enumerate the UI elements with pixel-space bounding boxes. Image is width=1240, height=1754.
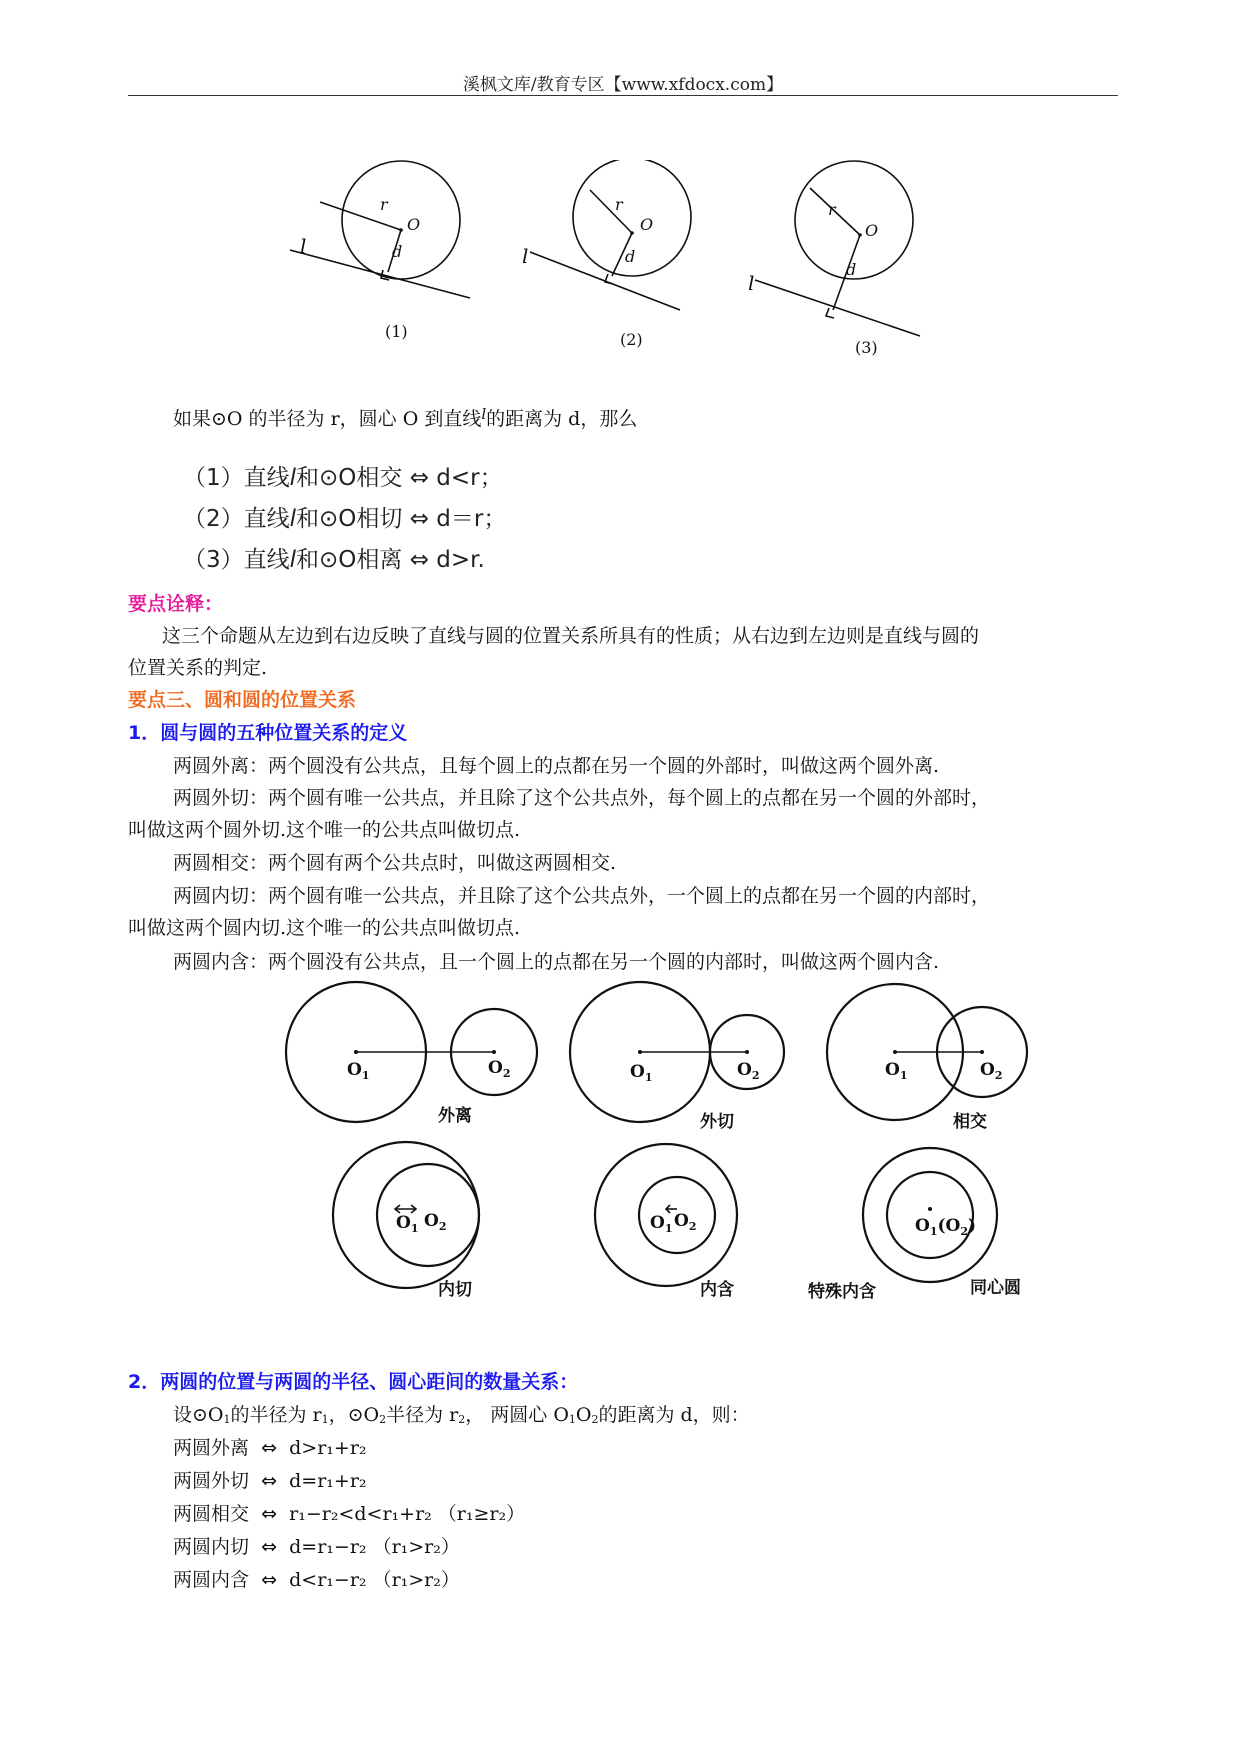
note-line-2: 位置关系的判定. xyxy=(128,657,268,679)
circle-1 xyxy=(342,161,460,279)
def-line-7: 两圆内含：两个圆没有公共点，且一个圆上的点都在另一个圆的内部时，叫做这两个圆内含. xyxy=(173,951,940,973)
svg-text:O2: $O_2$ xyxy=(980,1060,1003,1082)
def-line-6: 叫做这两个圆内切.这个唯一的公共点叫做切点. xyxy=(128,917,521,939)
label-d-3: d xyxy=(846,260,857,279)
iff-icon: ⇔ xyxy=(409,506,429,532)
header-divider xyxy=(128,95,1118,96)
label-o-3: O xyxy=(865,221,879,240)
subsection-1-title: 1．圆与圆的五种位置关系的定义 xyxy=(128,722,408,744)
svg-text:O2: $O_2$ xyxy=(488,1058,511,1080)
iff-icon: ⇔ xyxy=(261,1536,278,1558)
setup-line: 设$⊙O_1$的半径为 $r_1$，$⊙O_2$半径为 $r_2$， 两圆心 $O_1O_2$的距离为 d，则： xyxy=(173,1404,750,1426)
relation-row: 两圆内切 ⇔ d=r₁−r₂ （r₁>r₂） xyxy=(173,1536,460,1558)
line-l-symbol: l xyxy=(481,405,487,423)
case-1: （1）直线l和⊙O相交 ⇔ d<r； xyxy=(183,465,503,491)
def-line-4: 两圆相交：两个圆有两个公共点时，叫做这两圆相交. xyxy=(173,852,617,874)
label-nei-han: 内含 xyxy=(700,1280,734,1300)
iff-icon: ⇔ xyxy=(409,465,429,491)
intro-line: 如果⊙O 的半径为 r，圆心 O 到直线$^l$的距离为 d，那么 xyxy=(173,405,638,430)
label-wai-li: 外离 xyxy=(438,1106,472,1126)
label-l-3: l xyxy=(748,271,755,295)
svg-text:O2: $O_2$ xyxy=(424,1211,447,1233)
svg-text:O1: $O_1$ xyxy=(630,1062,653,1084)
caption-2: (2) xyxy=(620,330,643,349)
svg-text:O1: $O_1$ xyxy=(650,1213,673,1235)
label-concentric: 同心圆 xyxy=(970,1278,1021,1298)
def-line-3: 叫做这两个圆外切.这个唯一的公共点叫做切点. xyxy=(128,819,521,841)
def-line-2: 两圆外切：两个圆有唯一公共点，并且除了这个公共点外，每个圆上的点都在另一个圆的外部时， xyxy=(173,787,991,809)
label-nei-qie: 内切 xyxy=(438,1280,472,1300)
subsection-2-title: 2．两圆的位置与两圆的半径、圆心距间的数量关系： xyxy=(128,1371,579,1393)
label-o-1: O xyxy=(407,215,421,234)
svg-text:O2: $O_2$ xyxy=(674,1211,697,1233)
label-r-2: r xyxy=(615,195,623,214)
iff-icon: ⇔ xyxy=(261,1503,278,1525)
caption-1: (1) xyxy=(385,322,408,341)
svg-text:O2: $O_2$ xyxy=(737,1060,760,1082)
case-3: （3）直线l和⊙O相离 ⇔ d>r. xyxy=(183,547,485,573)
case-2: （2）直线l和⊙O相切 ⇔ d＝r； xyxy=(183,506,507,532)
relation-row: 两圆外离 ⇔ d>r₁+r₂ xyxy=(173,1437,367,1459)
iff-icon: ⇔ xyxy=(261,1470,278,1492)
label-r-1: r xyxy=(380,195,388,214)
section-title: 要点三、圆和圆的位置关系 xyxy=(128,689,357,711)
label-l-2: l xyxy=(522,244,529,268)
svg-text:O1: $O_1$ xyxy=(347,1060,370,1082)
label-d-1: d xyxy=(392,242,403,261)
label-special-nei-han: 特殊内含 xyxy=(808,1282,876,1302)
note-line-1: 这三个命题从左边到右边反映了直线与圆的位置关系所具有的性质；从右边到左边则是直线与圆的 xyxy=(162,625,980,647)
caption-3: (3) xyxy=(855,338,878,357)
svg-text:O1(O2): $O_1(O_2)$ xyxy=(915,1216,977,1238)
relation-row: 两圆内含 ⇔ d<r₁−r₂ （r₁>r₂） xyxy=(173,1569,460,1591)
relation-row: 两圆外切 ⇔ d=r₁+r₂ xyxy=(173,1470,367,1492)
circle-circle-figure xyxy=(270,975,1030,1315)
label-xiang-jiao: 相交 xyxy=(953,1112,987,1132)
iff-icon: ⇔ xyxy=(261,1437,278,1459)
label-wai-qie: 外切 xyxy=(700,1112,734,1132)
svg-text:O1: $O_1$ xyxy=(396,1213,419,1235)
label-o-2: O xyxy=(640,215,654,234)
note-title: 要点诠释： xyxy=(128,593,224,615)
svg-text:O1: $O_1$ xyxy=(885,1060,908,1082)
relation-row: 两圆相交 ⇔ r₁−r₂<d<r₁+r₂ （r₁≥r₂） xyxy=(173,1503,526,1525)
page-header: 溪枫文库/教育专区【www.xfdocx.com】 xyxy=(462,75,784,95)
label-d-2: d xyxy=(625,247,636,266)
iff-icon: ⇔ xyxy=(261,1569,278,1591)
label-r-3: r xyxy=(828,200,836,219)
def-line-1: 两圆外离：两个圆没有公共点，且每个圆上的点都在另一个圆的外部时，叫做这两个圆外离. xyxy=(173,755,940,777)
def-line-5: 两圆内切：两个圆有唯一公共点，并且除了这个公共点外，一个圆上的点都在另一个圆的内部时， xyxy=(173,885,991,907)
iff-icon: ⇔ xyxy=(409,547,429,573)
label-l-1: l xyxy=(300,234,307,258)
line-circle-figure xyxy=(290,160,930,360)
